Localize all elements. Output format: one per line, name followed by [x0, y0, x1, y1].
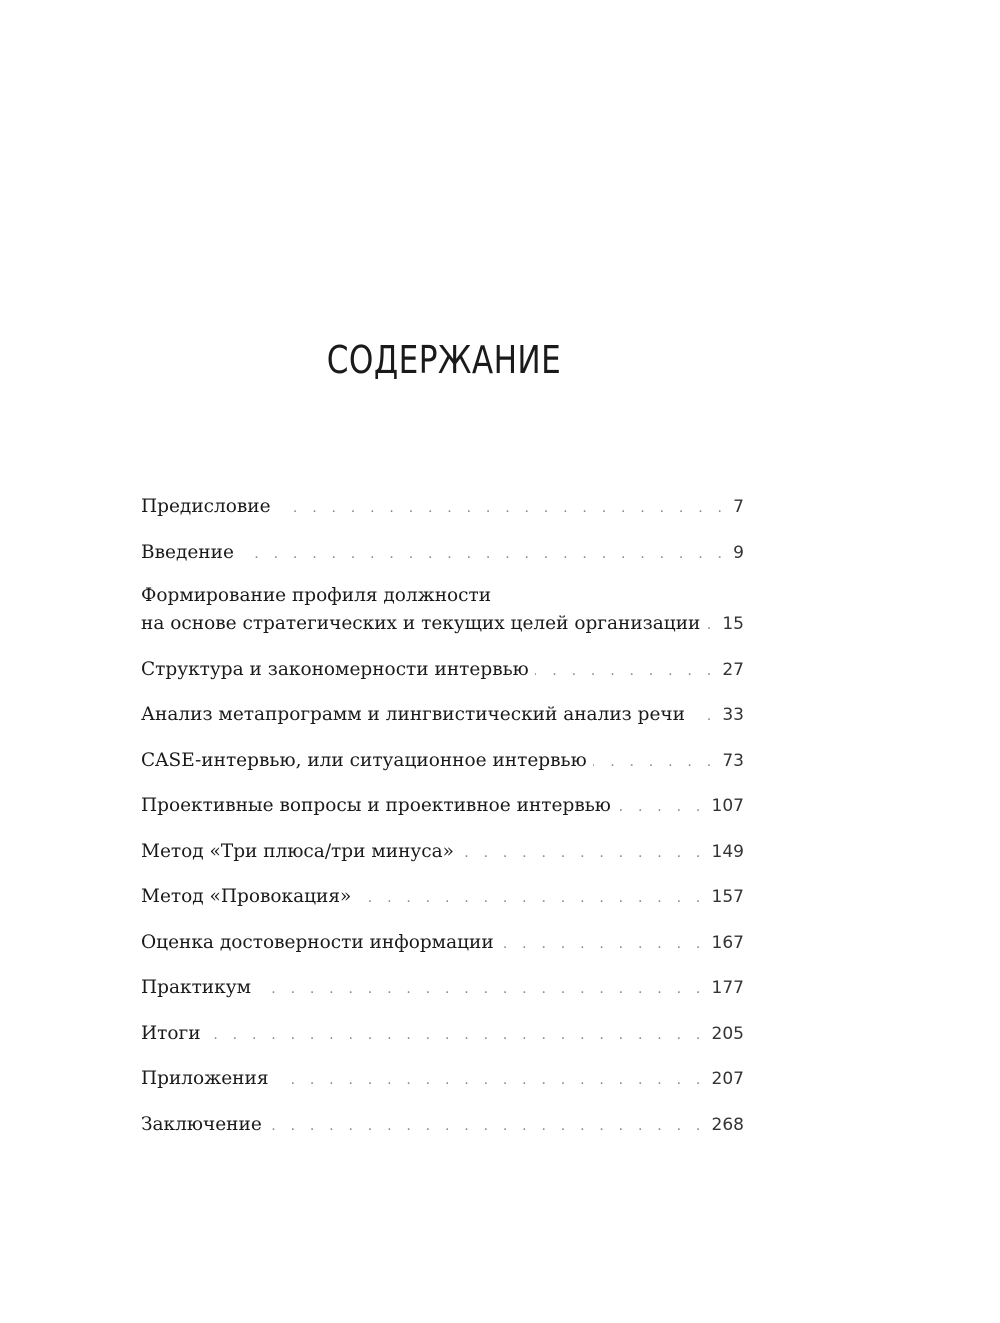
toc-page-number: 167 [711, 932, 744, 953]
toc-page-number: 157 [711, 887, 744, 907]
dot-leader [277, 494, 728, 523]
toc-entry-title-line-1: Формирование профиля должности [141, 585, 492, 606]
toc-page-number: 107 [711, 796, 744, 816]
toc-entry-job-profile[interactable] [141, 583, 744, 640]
toc-entry-title: Приложения [141, 1068, 269, 1089]
dot-leader [535, 657, 717, 686]
dot-leader [275, 1066, 706, 1095]
dot-leader [460, 839, 706, 868]
toc-entry-title: Заключение [141, 1113, 262, 1135]
dot-leader [593, 748, 717, 777]
dot-leader [207, 1021, 706, 1050]
toc-entry-reliability[interactable] [141, 928, 744, 959]
toc-page-number: 268 [711, 1114, 744, 1135]
toc-page-number: 33 [722, 705, 744, 725]
dot-leader [706, 611, 716, 640]
toc-entry-title: Анализ метапрограмм и лингвистический анализ речи [141, 704, 685, 725]
dot-leader [691, 702, 716, 731]
dot-leader [257, 975, 706, 1004]
toc-entry-title: CASE-интервью, или ситуационное интервью [141, 749, 587, 771]
toc-entry-results[interactable] [141, 1019, 744, 1050]
toc-entry-title: Проективные вопросы и проективное интервью [141, 795, 611, 816]
toc-entry-practicum[interactable] [141, 973, 744, 1004]
toc-entry-preface[interactable] [141, 492, 744, 523]
toc-page-number: 73 [722, 750, 744, 771]
toc-entry-title: Практикум [141, 977, 251, 998]
toc-entry-title: на основе стратегических и текущих целей организации [141, 613, 701, 634]
dot-leader [240, 540, 727, 569]
toc-entry-title: Предисловие [141, 496, 271, 517]
toc-page-number: 177 [711, 978, 744, 998]
toc-entry-conclusion[interactable] [141, 1110, 744, 1141]
toc-page-number: 9 [733, 542, 744, 563]
page-title: СОДЕРЖАНИЕ [326, 338, 562, 382]
dot-leader [268, 1112, 706, 1141]
dot-leader [357, 884, 705, 913]
toc-entry-introduction[interactable] [141, 538, 744, 569]
toc-entry-title: Оценка достоверности информации [141, 931, 494, 953]
dot-leader [500, 930, 706, 959]
toc-entry-projective[interactable] [141, 791, 744, 822]
toc-page-number: 149 [711, 841, 744, 862]
toc-entry-title: Итоги [141, 1022, 201, 1044]
toc-entry-title: Метод «Три плюса/три минуса» [141, 840, 454, 862]
toc-entry-title: Метод «Провокация» [141, 886, 352, 907]
dot-leader [617, 793, 706, 822]
toc-page-number: 7 [733, 497, 744, 517]
toc-page-number: 207 [711, 1069, 744, 1089]
toc-entry-case-interview[interactable] [141, 746, 744, 777]
toc-entry-title: Структура и закономерности интервью [141, 658, 529, 680]
toc-page-number: 15 [722, 614, 744, 634]
toc-entry-interview-structure[interactable] [141, 655, 744, 686]
toc-page-number: 27 [722, 659, 744, 680]
toc-list [141, 492, 744, 1155]
toc-entry-provocation[interactable] [141, 882, 744, 913]
toc-entry-three-pluses[interactable] [141, 837, 744, 868]
toc-page-number: 205 [711, 1023, 744, 1044]
toc-entry-appendices[interactable] [141, 1064, 744, 1095]
toc-entry-metaprograms[interactable] [141, 700, 744, 731]
toc-entry-title: Введение [141, 541, 234, 563]
